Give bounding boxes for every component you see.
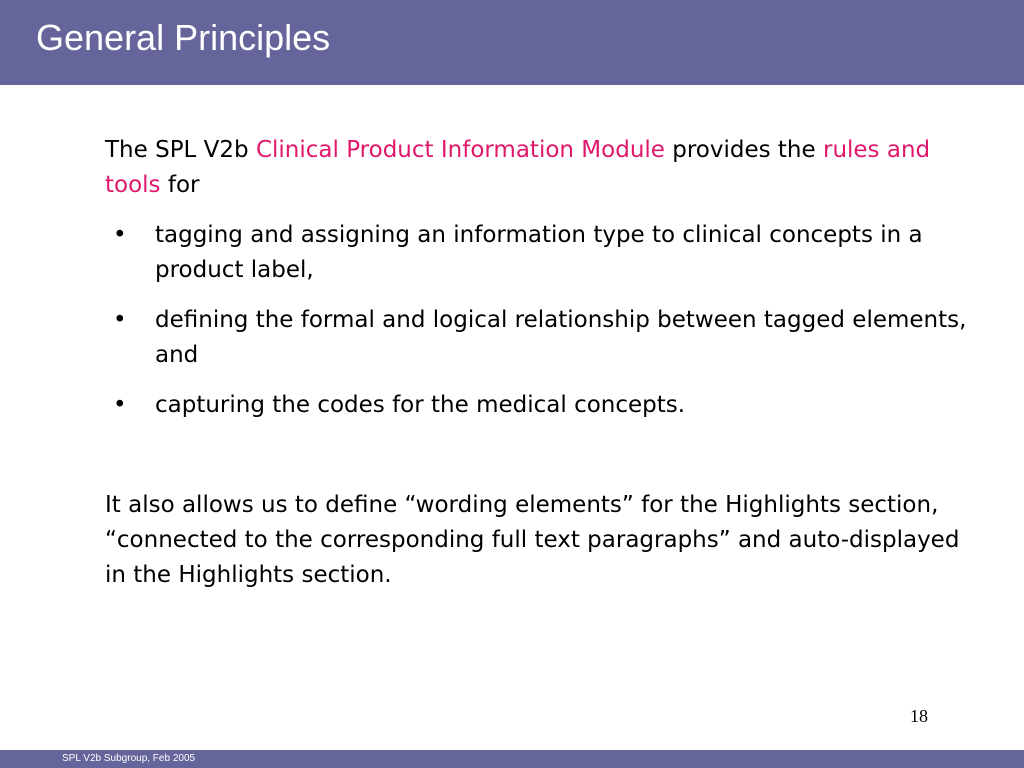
bullet-text: capturing the codes for the medical concepts. — [155, 392, 686, 418]
bullet-icon: • — [113, 392, 127, 418]
footer-text: SPL V2b Subgroup, Feb 2005 — [62, 753, 196, 764]
title-bar — [0, 0, 1024, 85]
intro-highlight-rules: rules and tools — [105, 137, 931, 198]
bullet-text: tagging and assigning an information type to clinical concepts in a product label, — [155, 222, 923, 283]
bullet-item — [105, 388, 975, 423]
bullet-item — [105, 218, 975, 288]
page-number: 18 — [910, 706, 928, 726]
bullet-item — [105, 303, 975, 373]
bullet-list — [105, 218, 975, 423]
wording-elements-paragraph: It also allows us to define “wording elements” for the Highlights section, “connected to the corresponding full text paragraphs” and auto-displayed in the Highlights section. — [105, 492, 960, 588]
intro-text-3: for — [160, 172, 200, 198]
bullet-text: defining the formal and logical relationship between tagged elements, and — [155, 307, 967, 368]
bullet-icon: • — [113, 307, 127, 333]
slide-title: General Principles — [36, 17, 331, 58]
footer-bar — [0, 750, 1024, 768]
bullet-icon: • — [113, 222, 127, 248]
intro-text-1: The SPL V2b — [105, 137, 256, 163]
slide-content — [105, 133, 975, 593]
intro-paragraph — [105, 133, 975, 203]
intro-text-2: provides the — [664, 137, 823, 163]
intro-highlight-module: Clinical Product Information Module — [255, 137, 665, 163]
